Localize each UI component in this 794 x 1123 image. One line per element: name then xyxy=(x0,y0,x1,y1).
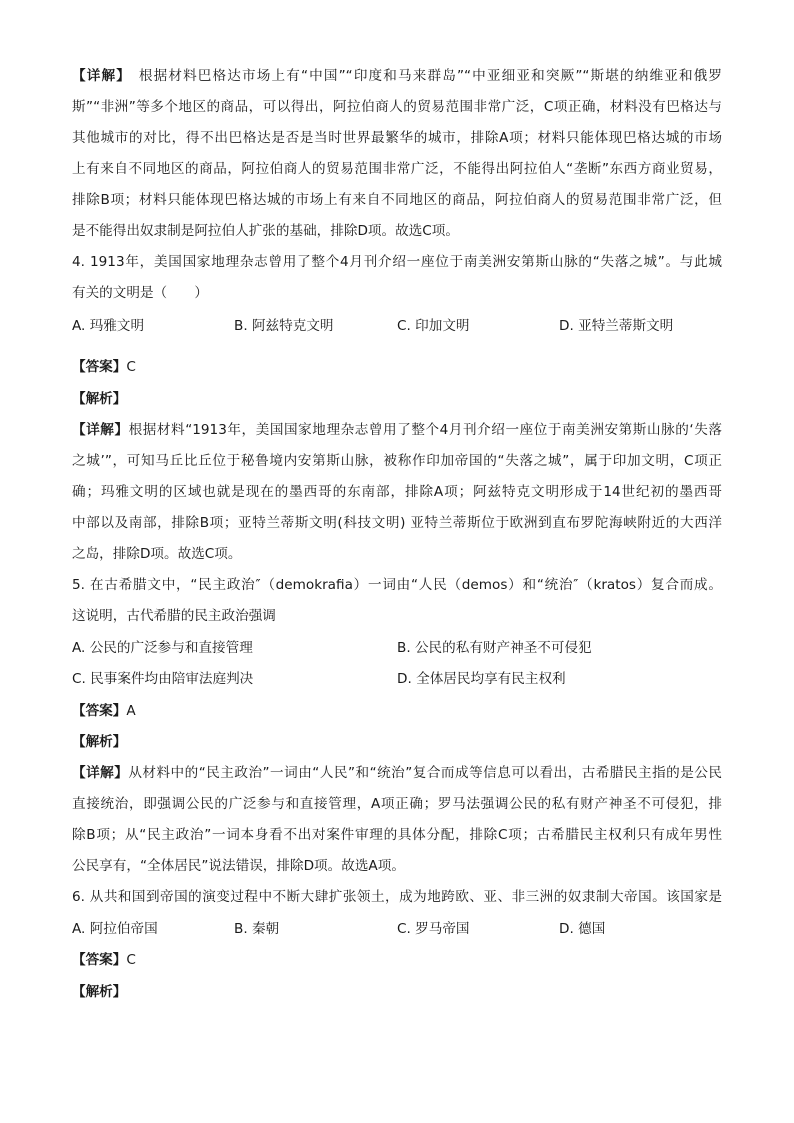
q5-option-c: C. 民事案件均由陪审法庭判决 xyxy=(72,671,254,687)
q5-detail-line: 【详解】从材料中的“民主政治”一词由“人民”和“统治”复合而成等信息可以看出，古希腊民主指的是公民 xyxy=(72,765,722,781)
q4-option-c: C. 印加文明 xyxy=(397,318,470,334)
q4-stem: 4. 1913年，美国国家地理杂志曾用了整个4月刊介绍一座位于南美洲安第斯山脉的“失落之城”。与此城 xyxy=(72,254,722,270)
q6-answer: 【答案】C xyxy=(72,952,136,968)
q6-option-a: A. 阿拉伯帝国 xyxy=(72,921,158,937)
q5-detail-line: 公民享有，“全体居民”说法错误，排除D项。故选A项。 xyxy=(72,858,405,874)
q6-stem: 6. 从共和国到帝国的演变过程中不断大肆扩张领土，成为地跨欧、亚、非三洲的奴隶制大帝国。该国家是 xyxy=(72,889,722,905)
q5-detail-line: 直接统治，即强调公民的广泛参与和直接管理，A项正确；罗马法强调公民的私有财产神圣不可侵犯，排 xyxy=(72,796,722,812)
q5-analysis-tag: 【解析】 xyxy=(72,734,127,750)
q5-stem: 这说明，古代希腊的民主政治强调 xyxy=(72,608,276,624)
q6-option-b: B. 秦朝 xyxy=(234,921,280,937)
q4-answer: 【答案】C xyxy=(72,359,136,375)
q5-detail-line: 除B项；从“民主政治”一词本身看不出对案件审理的具体分配，排除C项；古希腊民主权利只有成年男性 xyxy=(72,827,722,843)
q4-detail-line: 中部以及南部，排除B项；亚特兰蒂斯文明(科技文明) 亚特兰蒂斯位于欧洲到直布罗陀海峡附近的大西洋 xyxy=(72,515,722,531)
q3-detail-line: 【详解】 根据材料巴格达市场上有“中国”“印度和马来群岛”“中亚细亚和突厥”“斯堪的纳维亚和俄罗 xyxy=(72,68,723,84)
q6-option-c: C. 罗马帝国 xyxy=(397,921,470,937)
q3-detail-line: 排除B项；材料只能体现巴格达城的市场上有来自不同地区的商品，阿拉伯商人的贸易范围非常广泛，但 xyxy=(72,192,722,208)
q5-stem: 5. 在古希腊文中，“民主政治″（demokrafia）一词由“人民（demos）和“统治″（kratos）复合而成。 xyxy=(72,577,722,593)
q4-detail-line: 之城’”，可知马丘比丘位于秘鲁境内安第斯山脉，被称作印加帝国的“失落之城”，属于印加文明，C项正 xyxy=(72,453,722,469)
q4-option-a: A. 玛雅文明 xyxy=(72,318,145,334)
q5-option-b: B. 公民的私有财产神圣不可侵犯 xyxy=(397,640,592,656)
q3-detail-line: 斯”“非洲”等多个地区的商品，可以得出，阿拉伯商人的贸易范围非常广泛，C项正确，材料没有巴格达与 xyxy=(72,99,722,115)
q5-answer: 【答案】A xyxy=(72,703,136,719)
q4-detail-line: 之岛，排除D项。故选C项。 xyxy=(72,546,242,562)
q4-option-b: B. 阿兹特克文明 xyxy=(234,318,334,334)
q3-detail-line: 上有来自不同地区的商品，阿拉伯商人的贸易范围非常广泛，不能得出阿拉伯人“垄断”东西方商业贸易， xyxy=(72,161,722,177)
q5-option-a: A. 公民的广泛参与和直接管理 xyxy=(72,640,253,656)
detail-tag: 【详解】 xyxy=(72,68,131,84)
q3-detail-line: 其他城市的对比，得不出巴格达是否是当时世界最繁华的城市，排除A项；材料只能体现巴格达城的市场 xyxy=(72,130,722,146)
q4-detail-line: 【详解】根据材料“1913年，美国国家地理杂志曾用了整个4月刊介绍一座位于南美洲安第斯山脉的‘失落 xyxy=(72,422,723,438)
q4-detail-line: 确；玛雅文明的区域也就是现在的墨西哥的东南部，排除A项；阿兹特克文明形成于14世纪初的墨西哥 xyxy=(72,484,722,500)
q6-analysis-tag: 【解析】 xyxy=(72,984,127,1000)
q6-option-d: D. 德国 xyxy=(559,921,606,937)
q4-option-d: D. 亚特兰蒂斯文明 xyxy=(559,318,674,334)
q4-stem: 有关的文明是（ ） xyxy=(72,285,208,301)
q5-option-d: D. 全体居民均享有民主权利 xyxy=(397,671,566,687)
q4-analysis-tag: 【解析】 xyxy=(72,391,127,407)
q3-detail-line: 是不能得出奴隶制是阿拉伯人扩张的基础，排除D项。故选C项。 xyxy=(72,223,459,239)
